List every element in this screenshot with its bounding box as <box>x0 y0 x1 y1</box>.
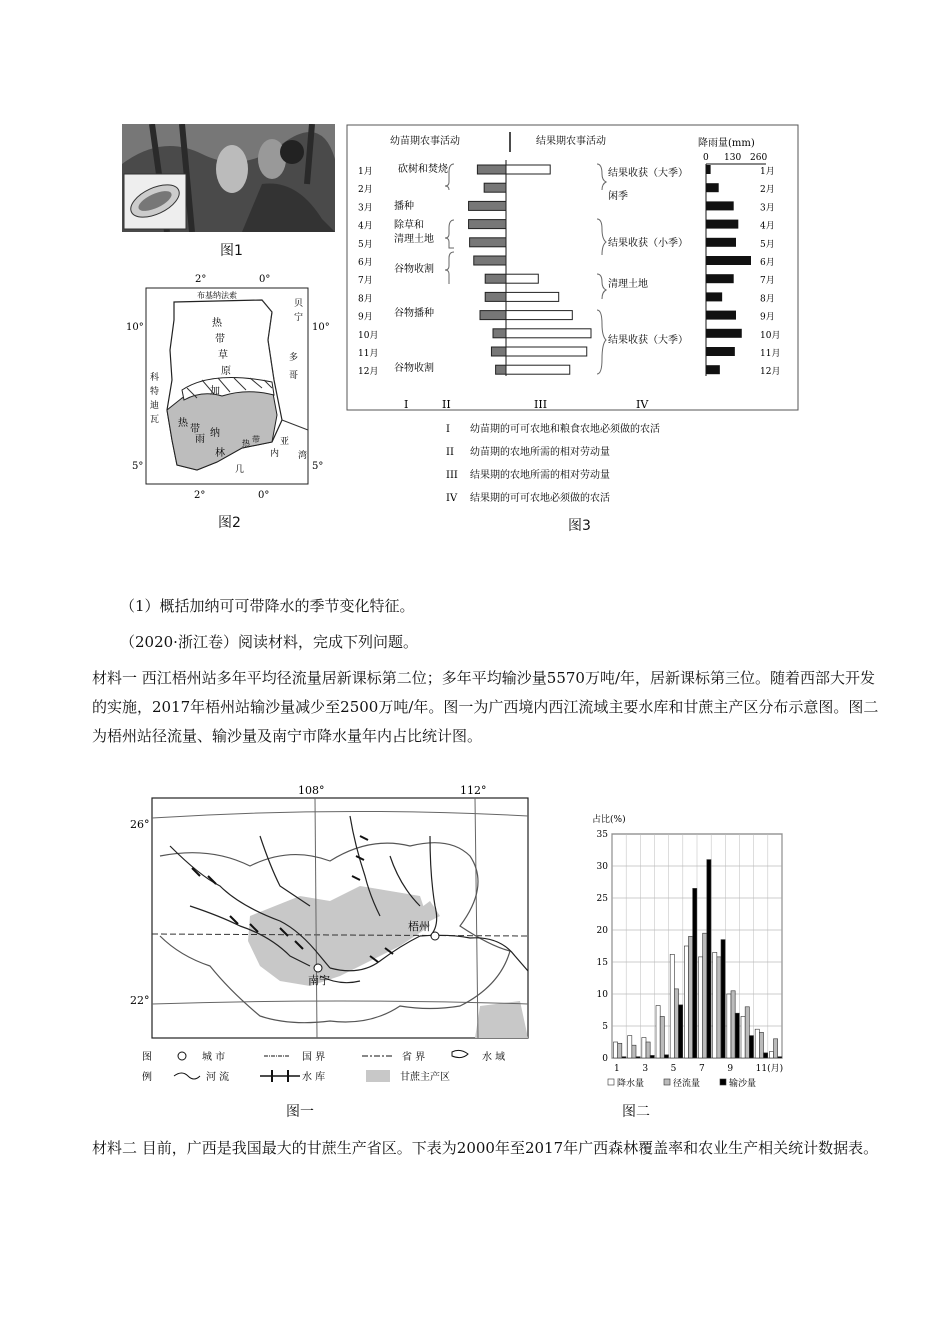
bar-输沙量 <box>778 1057 782 1058</box>
month-label: 7月 <box>358 276 373 287</box>
rain-month-label: 5月 <box>760 239 775 250</box>
benin-label-1: 贝 <box>294 299 304 309</box>
y-tick-label: 0 <box>602 1054 608 1064</box>
fig3-calendar <box>346 124 799 519</box>
rain-month-label: 2月 <box>760 185 775 196</box>
bar-输沙量 <box>636 1057 640 1058</box>
rain-month-label: 4月 <box>760 221 775 232</box>
fig1-caption: 图1 <box>220 243 243 259</box>
svg-text:几: 几 <box>235 465 245 475</box>
bar-降水量 <box>755 1029 759 1058</box>
fruit-header: 结果期农事活动 <box>536 136 606 147</box>
seedling-labor-bar <box>480 311 506 320</box>
fruit-labor-bar <box>506 329 591 338</box>
rainfall-bar <box>706 183 719 192</box>
roman-1: I <box>404 398 409 411</box>
month-label: 9月 <box>358 312 373 323</box>
legend-num: I <box>446 424 450 435</box>
rainfall-bar <box>706 220 738 229</box>
bar-降水量 <box>642 1038 646 1058</box>
bar-输沙量 <box>664 1055 668 1058</box>
rain-month-label: 11月 <box>760 349 781 359</box>
fig2-map <box>122 270 335 510</box>
material-1 <box>92 664 882 751</box>
svg-text:纳: 纳 <box>210 428 220 439</box>
bar-降水量 <box>727 994 731 1058</box>
bar-降水量 <box>670 954 674 1058</box>
fruit-act-4: 清理土地 <box>608 279 648 290</box>
rain-month-label: 8月 <box>760 294 775 305</box>
legend-text: 结果期的农地所需的相对劳动量 <box>470 470 610 481</box>
legend-city: 城 市 <box>202 1052 226 1063</box>
fruit-labor-bar <box>506 311 572 320</box>
svg-text:草: 草 <box>218 350 228 361</box>
legend-label: 降水量 <box>617 1079 645 1089</box>
month-label: 6月 <box>358 258 373 268</box>
material-1-text: 材料一 西江梧州站多年平均径流量居新课标第二位；多年平均输沙量5570万吨/年，居新课标第三位。随着西部大开发的实施，2017年梧州站输沙量减少至2500万吨/年。图一为广西境内西江流域主要水库和甘蔗主产区分布示意图。图二为梧州站径流量、输沙量及南宁市降水量年内占比统计图。 <box>92 669 879 745</box>
lat-10-label: 10° <box>126 322 144 333</box>
y-axis-label: 占比(%) <box>592 815 626 825</box>
legend-swatch <box>664 1079 670 1085</box>
lat-22-label: 22° <box>130 994 150 1007</box>
rain-month-label: 6月 <box>760 258 775 268</box>
svg-text:科: 科 <box>150 373 160 383</box>
benin-label-2: 宁 <box>294 313 304 323</box>
fruit-act-2: 闲季 <box>608 191 628 202</box>
fruit-labor-bar <box>506 292 559 301</box>
bar-降水量 <box>614 1042 618 1058</box>
bar-径流量 <box>618 1043 622 1058</box>
y-tick-label: 30 <box>596 862 608 872</box>
seedling-labor-bar <box>485 292 506 301</box>
act-weed: 除草和 <box>394 220 424 231</box>
legend-sugarcane: 甘蔗主产区 <box>400 1072 450 1083</box>
lon-2-bottom-label: 2° <box>194 490 206 501</box>
roman-4: IV <box>636 398 649 411</box>
rain-month-label: 12月 <box>760 367 781 378</box>
lat-26-label: 26° <box>130 818 150 831</box>
lon-0-label: 0° <box>259 274 271 285</box>
x-tick-label: 3 <box>642 1064 649 1074</box>
bar-降水量 <box>769 1052 773 1058</box>
bar-输沙量 <box>679 1005 683 1058</box>
legend-reservoir: 水 库 <box>302 1072 326 1083</box>
lat-10-right-label: 10° <box>312 322 330 333</box>
bar-输沙量 <box>693 888 697 1058</box>
act-sow: 播种 <box>394 201 414 212</box>
rain-tick-260: 260 <box>750 153 768 163</box>
fig3-caption: 图3 <box>568 518 591 534</box>
rain-tick-0: 0 <box>703 153 709 163</box>
bar-输沙量 <box>735 1013 739 1058</box>
act-grain-harvest: 谷物收割 <box>394 264 434 275</box>
month-label: 4月 <box>358 221 373 232</box>
fruit-act-5: 结果收获（大季） <box>608 335 688 346</box>
fruit-labor-bar <box>506 347 587 356</box>
legend-label: 径流量 <box>673 1079 701 1089</box>
ghana-label: 加 <box>210 386 220 397</box>
legend-num: III <box>446 470 458 481</box>
bar-输沙量 <box>622 1057 626 1058</box>
rainfall-bar <box>706 311 736 320</box>
lat-5-right-label: 5° <box>312 461 324 472</box>
svg-text:带: 带 <box>252 435 260 444</box>
bar-输沙量 <box>749 1036 753 1058</box>
bar-降水量 <box>684 946 688 1058</box>
bar-径流量 <box>703 933 707 1058</box>
seedling-labor-bar <box>477 165 506 174</box>
fig1-photo <box>122 124 335 232</box>
svg-text:内: 内 <box>270 449 280 459</box>
map1-caption: 图一 <box>286 1104 314 1120</box>
bar-径流量 <box>689 936 693 1058</box>
bar-降水量 <box>699 957 703 1058</box>
seedling-labor-bar <box>469 220 506 229</box>
rain-tick-130: 130 <box>724 153 742 163</box>
lat-5-label: 5° <box>132 461 144 472</box>
seedling-labor-bar <box>491 347 506 356</box>
month-label: 10月 <box>358 330 379 341</box>
city-wuzhou: 梧州 <box>408 920 430 933</box>
legend-num: IV <box>446 493 458 504</box>
legend-swatch <box>608 1079 614 1085</box>
fig2-caption: 图2 <box>218 515 241 531</box>
bar-径流量 <box>759 1032 763 1058</box>
svg-text:哥: 哥 <box>289 371 299 381</box>
rainfall-bar <box>706 329 742 338</box>
month-label: 3月 <box>358 203 373 214</box>
bar-降水量 <box>713 952 717 1058</box>
act-fell-burn: 砍树和焚烧 <box>398 164 448 175</box>
bar-输沙量 <box>707 860 711 1058</box>
legend-text: 幼苗期的农地所需的相对劳动量 <box>470 447 610 458</box>
fruit-act-3: 结果收获（小季） <box>608 238 688 249</box>
bar-径流量 <box>632 1045 636 1058</box>
lon-2-label: 2° <box>195 274 207 285</box>
bar-降水量 <box>656 1006 660 1058</box>
svg-text:带: 带 <box>190 424 200 435</box>
cocoa-farmer-image <box>122 124 335 232</box>
burkina-label: 布基纳法索 <box>197 291 237 300</box>
svg-text:热: 热 <box>242 439 250 448</box>
svg-text:原: 原 <box>221 366 231 377</box>
y-tick-label: 25 <box>596 894 608 904</box>
x-tick-label: 1 <box>614 1064 620 1074</box>
fruit-labor-bar <box>506 365 570 374</box>
svg-text:多: 多 <box>289 353 299 363</box>
rain-header: 降雨量(mm) <box>698 138 755 149</box>
rain-month-label: 9月 <box>760 312 775 323</box>
svg-text:热: 热 <box>212 318 222 329</box>
rain-month-label: 3月 <box>760 203 775 214</box>
y-tick-label: 10 <box>596 990 608 1000</box>
month-label: 11月 <box>358 349 379 359</box>
svg-text:林: 林 <box>215 448 225 459</box>
bar-径流量 <box>674 989 678 1058</box>
x-tick-label: 5 <box>670 1064 677 1074</box>
legend-text: 结果期的可可农地必须做的农活 <box>470 493 610 504</box>
seedling-labor-bar <box>496 365 506 374</box>
act-grain-harvest-2: 谷物收割 <box>394 363 434 374</box>
svg-text:湾: 湾 <box>298 451 308 461</box>
legend-head-2: 例 <box>142 1072 152 1083</box>
legend-province: 省 界 <box>402 1052 426 1063</box>
rainfall-bar <box>706 238 736 247</box>
y-tick-label: 20 <box>596 926 608 936</box>
rainfall-bar <box>706 256 751 265</box>
seedling-labor-bar <box>484 183 506 192</box>
y-tick-label: 5 <box>602 1022 608 1032</box>
bar-径流量 <box>660 1016 664 1058</box>
seedling-labor-bar <box>485 274 506 283</box>
lon-108-label: 108° <box>298 784 325 797</box>
x-tick-label: 9 <box>727 1064 734 1074</box>
svg-text:带: 带 <box>215 334 225 345</box>
month-label: 8月 <box>358 294 373 305</box>
legend-border: 国 界 <box>302 1052 326 1063</box>
fruit-act-1: 结果收获（大季） <box>608 168 688 179</box>
x-tick-label: 7 <box>699 1064 705 1074</box>
act-clear: 清理土地 <box>394 234 434 245</box>
x-tick-label: 11(月) <box>755 1064 784 1074</box>
seedling-labor-bar <box>470 238 506 247</box>
roman-2: II <box>442 398 451 411</box>
rainfall-bar <box>706 365 720 374</box>
svg-text:迪: 迪 <box>150 401 160 411</box>
month-label: 5月 <box>358 239 373 250</box>
rainfall-bar <box>706 347 735 356</box>
fruit-labor-bar <box>506 165 550 174</box>
legend-river: 河 流 <box>206 1072 230 1083</box>
bar-径流量 <box>774 1039 778 1058</box>
legend-head-1: 图 <box>142 1052 152 1063</box>
lon-0-bottom-label: 0° <box>258 490 270 501</box>
seedling-labor-bar <box>474 256 506 265</box>
city-nanning: 南宁 <box>308 974 330 987</box>
svg-text:雨: 雨 <box>195 434 205 445</box>
rainfall-bar <box>706 292 722 301</box>
svg-text:亚: 亚 <box>280 437 290 447</box>
rain-month-label: 7月 <box>760 276 775 287</box>
bar-径流量 <box>745 1007 749 1058</box>
y-tick-label: 15 <box>596 958 608 968</box>
bar-径流量 <box>646 1042 650 1058</box>
lon-112-label: 112° <box>460 784 487 797</box>
roman-3: III <box>534 398 548 411</box>
rainfall-bar <box>706 201 734 210</box>
svg-text:瓦: 瓦 <box>150 415 160 425</box>
month-label: 1月 <box>358 167 373 177</box>
chart2-caption: 图二 <box>622 1104 650 1120</box>
bar-输沙量 <box>721 940 725 1058</box>
bar-降水量 <box>628 1036 632 1058</box>
guangxi-map <box>130 776 540 1096</box>
month-label: 2月 <box>358 185 373 196</box>
material-2-text: 材料二 目前，广西是我国最大的甘蔗生产省区。下表为2000年至2017年广西森林覆盖率和农业生产相关统计数据表。 <box>92 1139 879 1157</box>
rainfall-bar <box>706 165 711 174</box>
material-2 <box>92 1134 882 1163</box>
bar-径流量 <box>731 991 735 1058</box>
bar-降水量 <box>741 1016 745 1058</box>
month-label: 12月 <box>358 367 379 378</box>
bar-径流量 <box>717 957 721 1058</box>
rainfall-bar <box>706 274 734 283</box>
legend-label: 输沙量 <box>729 1079 757 1089</box>
legend-swatch <box>720 1079 726 1085</box>
rain-month-label: 10月 <box>760 330 781 341</box>
svg-text:热: 热 <box>178 418 188 429</box>
act-grain-sow: 谷物播种 <box>394 308 434 319</box>
legend-water: 水 域 <box>482 1052 506 1063</box>
legend-text: 幼苗期的可可农地和粮食农地必须做的农活 <box>470 424 660 435</box>
seedling-labor-bar <box>469 201 506 210</box>
rain-month-label: 1月 <box>760 167 775 177</box>
bar-输沙量 <box>764 1053 768 1058</box>
fruit-labor-bar <box>506 274 538 283</box>
seedling-header: 幼苗期农事活动 <box>390 136 460 147</box>
y-tick-label: 35 <box>596 830 608 840</box>
svg-text:特: 特 <box>150 387 160 397</box>
chart-2 <box>590 810 790 1100</box>
question-1: （1）概括加纳可可带降水的季节变化特征。 <box>120 597 415 615</box>
bar-输沙量 <box>650 1055 654 1058</box>
question-intro: （2020·浙江卷）阅读材料，完成下列问题。 <box>120 633 418 651</box>
legend-num: II <box>446 447 454 458</box>
seedling-labor-bar <box>493 329 506 338</box>
